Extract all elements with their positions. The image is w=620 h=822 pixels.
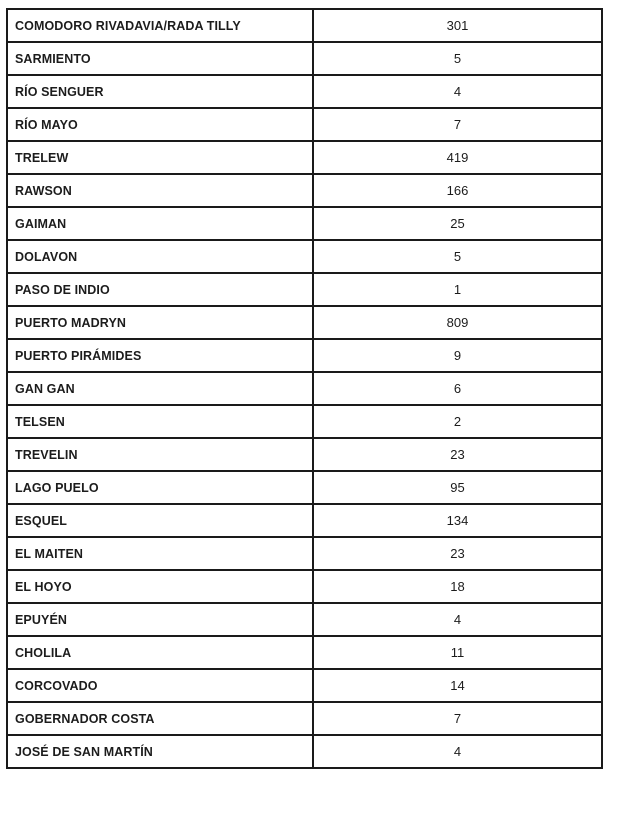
table-row [7,207,602,240]
table-row [7,702,602,735]
locality-count: 18 [313,570,602,603]
locality-count: 2 [313,405,602,438]
table-row [7,504,602,537]
locality-name: EL HOYO [7,570,313,603]
table-row [7,471,602,504]
locality-name: PUERTO PIRÁMIDES [7,339,313,372]
locality-name: RÍO SENGUER [7,75,313,108]
table-row [7,570,602,603]
locality-count: 4 [313,603,602,636]
locality-name: DOLAVON [7,240,313,273]
locality-name: LAGO PUELO [7,471,313,504]
locality-name: PASO DE INDIO [7,273,313,306]
table-row [7,273,602,306]
locality-name: TELSEN [7,405,313,438]
locality-count: 23 [313,537,602,570]
table-row [7,75,602,108]
locality-count: 166 [313,174,602,207]
locality-name: RÍO MAYO [7,108,313,141]
table-row [7,9,602,42]
table-row [7,669,602,702]
locality-name: GAIMAN [7,207,313,240]
table-row [7,372,602,405]
locality-count: 134 [313,504,602,537]
locality-name: GAN GAN [7,372,313,405]
locality-count: 23 [313,438,602,471]
table-row [7,603,602,636]
locality-count: 5 [313,240,602,273]
locality-name: JOSÉ DE SAN MARTÍN [7,735,313,768]
locality-count: 5 [313,42,602,75]
locality-count: 7 [313,702,602,735]
locality-count: 95 [313,471,602,504]
locality-count: 7 [313,108,602,141]
table-row [7,174,602,207]
locality-count: 14 [313,669,602,702]
table-row [7,537,602,570]
locality-name: PUERTO MADRYN [7,306,313,339]
locality-name: CHOLILA [7,636,313,669]
table-row [7,306,602,339]
table-row [7,240,602,273]
locality-count: 4 [313,75,602,108]
locality-count: 809 [313,306,602,339]
locality-count: 25 [313,207,602,240]
locality-count: 301 [313,9,602,42]
locality-name: CORCOVADO [7,669,313,702]
table-row [7,405,602,438]
locality-name: TREVELIN [7,438,313,471]
locality-name: RAWSON [7,174,313,207]
table-row [7,42,602,75]
locality-count: 419 [313,141,602,174]
locality-name: EL MAITEN [7,537,313,570]
table-row [7,636,602,669]
table-row [7,438,602,471]
locality-count: 11 [313,636,602,669]
locality-count: 1 [313,273,602,306]
locality-name: EPUYÉN [7,603,313,636]
locality-count: 6 [313,372,602,405]
table-body [7,9,602,768]
table-row [7,339,602,372]
table-row [7,735,602,768]
locality-count: 4 [313,735,602,768]
locality-count: 9 [313,339,602,372]
locality-name: SARMIENTO [7,42,313,75]
locality-name: GOBERNADOR COSTA [7,702,313,735]
locality-name: TRELEW [7,141,313,174]
locality-name: ESQUEL [7,504,313,537]
table-row [7,108,602,141]
locality-table [6,8,603,769]
locality-name: COMODORO RIVADAVIA/RADA TILLY [7,9,313,42]
table-row [7,141,602,174]
